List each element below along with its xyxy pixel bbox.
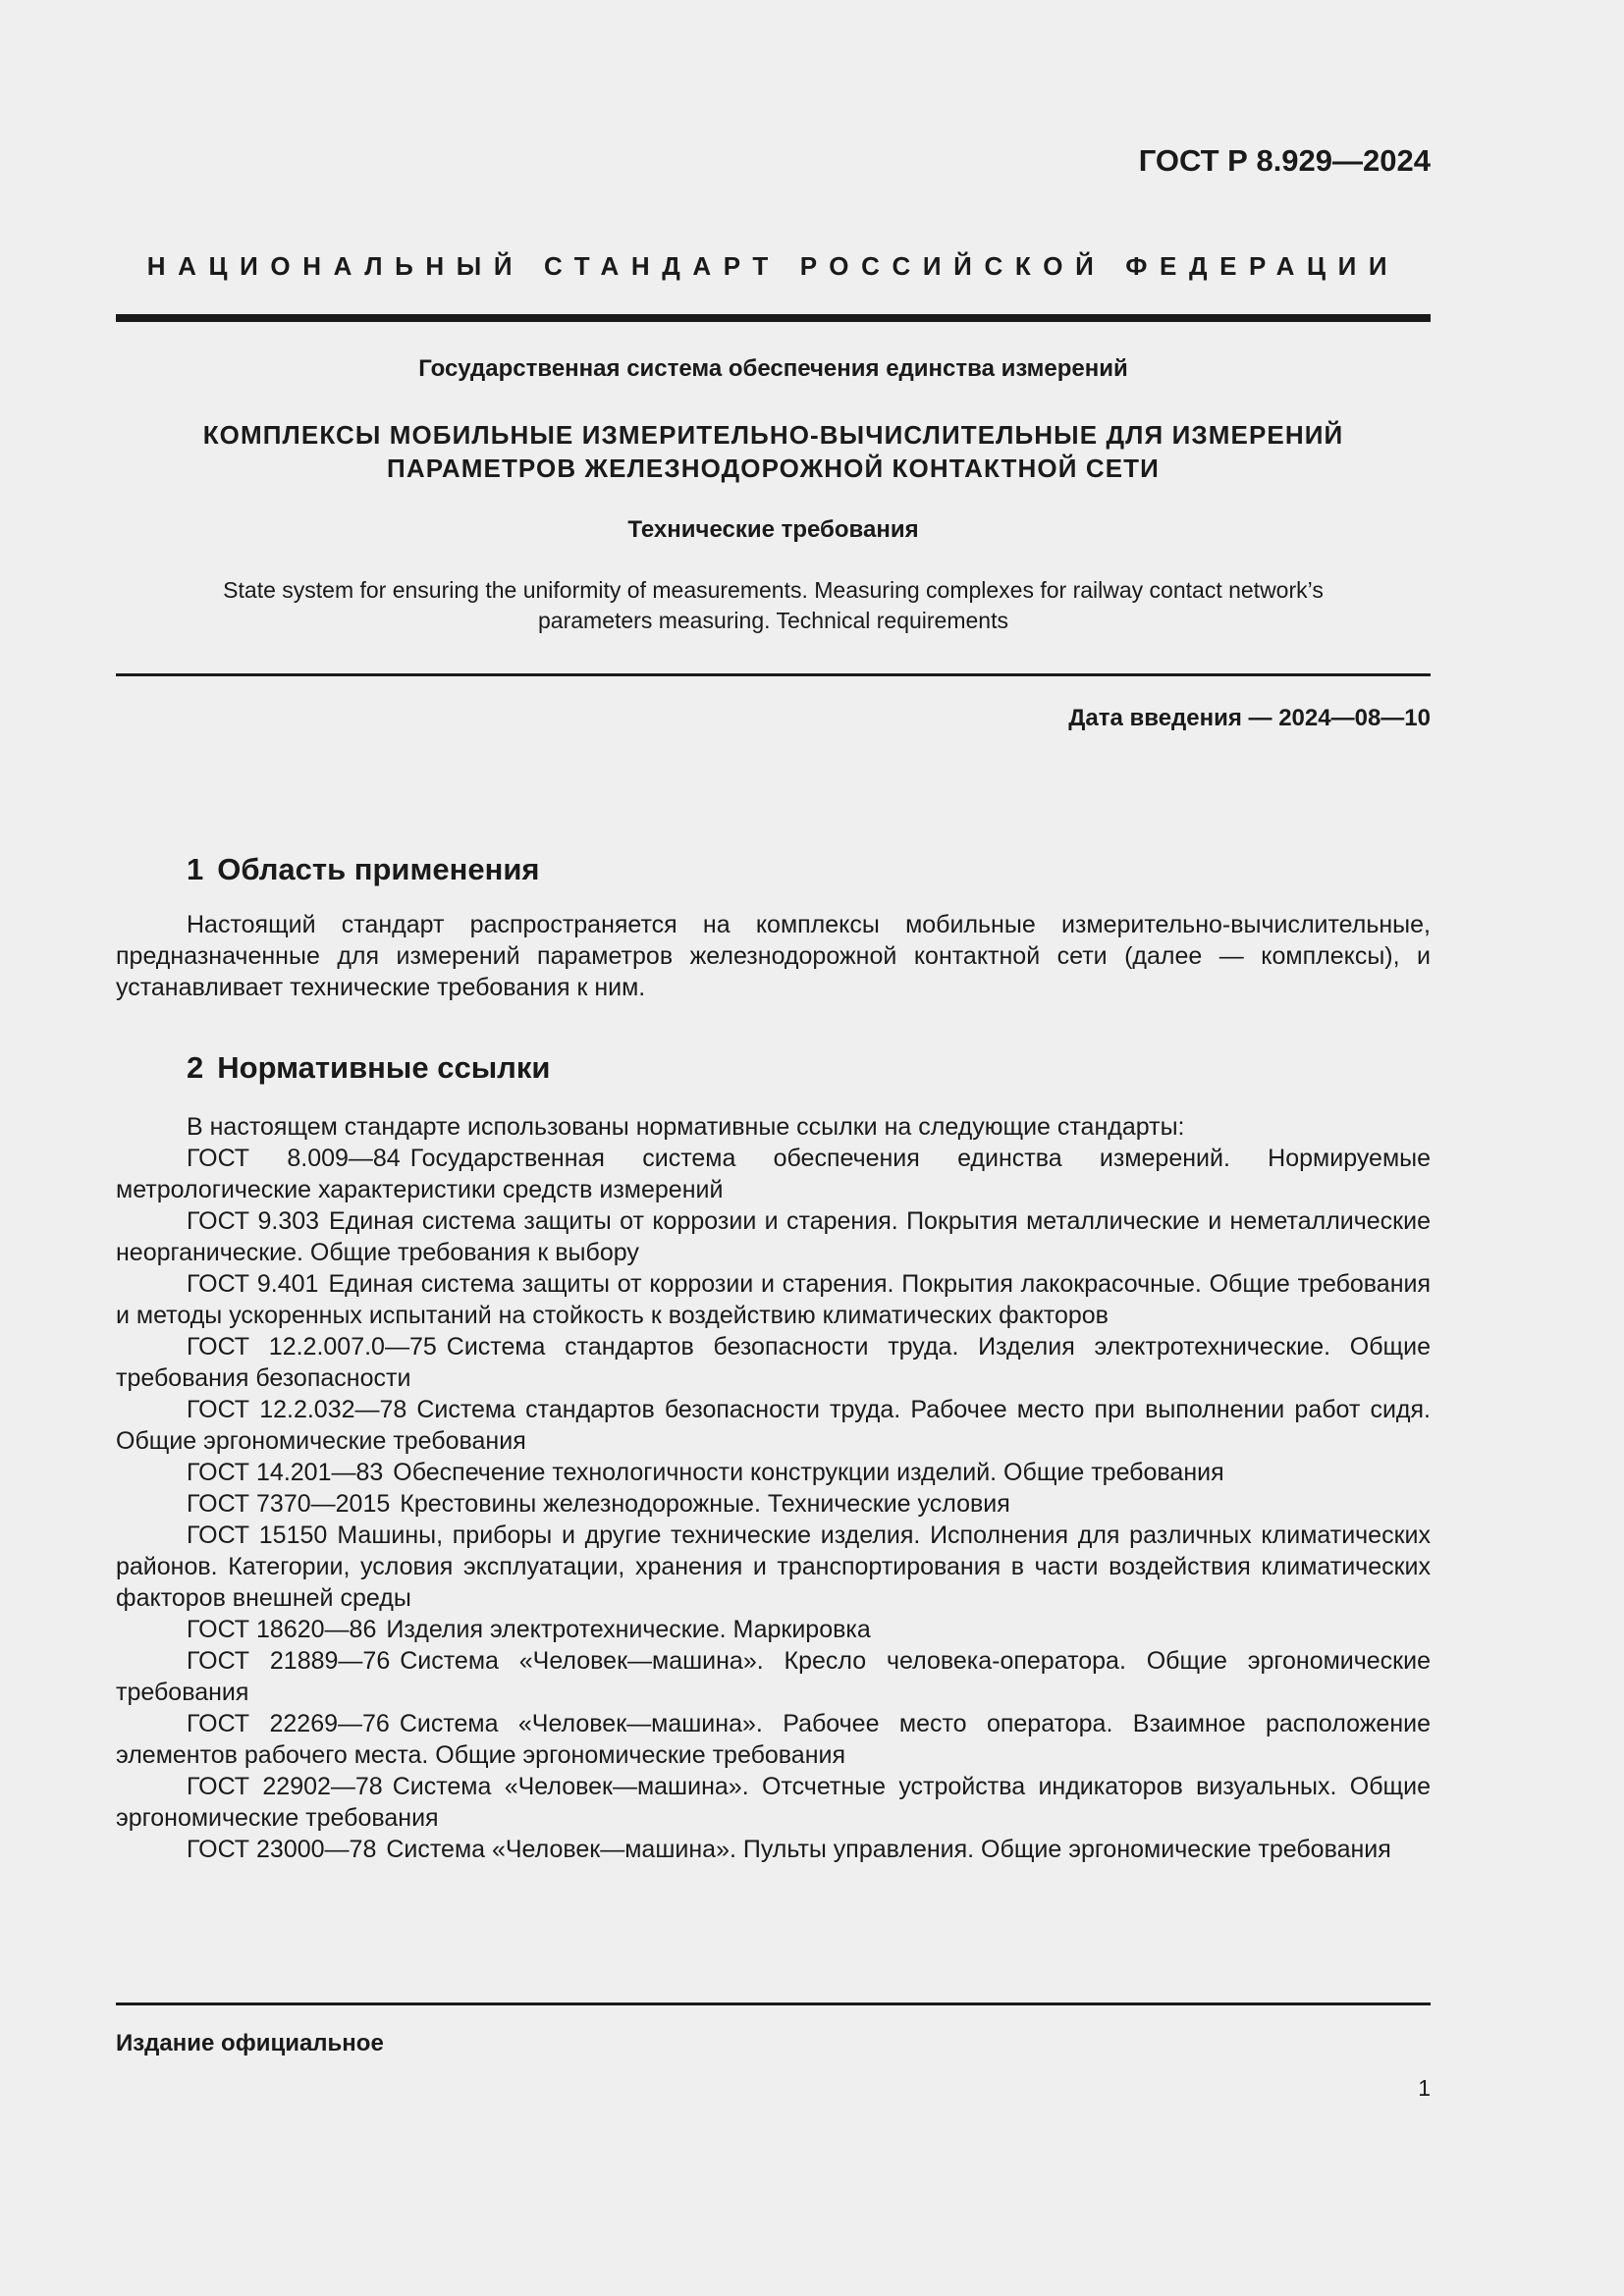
reference-item [116,1394,1431,1457]
reference-code: ГОСТ 9.401 [187,1270,319,1298]
section-number: 2 [187,1050,204,1085]
system-title: Государственная система обеспечения единства измерений [418,355,1128,382]
reference-code: ГОСТ 15150 [187,1522,328,1549]
section-body [116,909,1431,1003]
reference-item [116,1268,1431,1331]
reference-code: ГОСТ 12.2.032—78 [187,1396,407,1423]
reference-code: ГОСТ 22269—76 [187,1710,390,1737]
reference-code: ГОСТ 12.2.007.0—75 [187,1333,437,1361]
section-title: Область применения [217,852,540,886]
standard-banner: НАЦИОНАЛЬНЫЙ СТАНДАРТ РОССИЙСКОЙ ФЕДЕРАЦИИ [146,251,1400,281]
subtitle: Технические требования [627,516,919,543]
main-title-line: КОМПЛЕКСЫ МОБИЛЬНЫЕ ИЗМЕРИТЕЛЬНО-ВЫЧИСЛИТЕЛЬНЫЕ ДЛЯ ИЗМЕРЕНИЙ [202,420,1344,450]
reference-item [116,1614,1431,1645]
reference-text: Система «Человек—машина». Рабочее место оператора. Взаимное расположение элементов рабочего места. Общие эргономические требования [116,1710,1431,1769]
reference-code: ГОСТ 14.201—83 [187,1459,384,1486]
reference-text: Единая система защиты от коррозии и старения. Покрытия лакокрасочные. Общие требования и методы ускоренных испытаний на стойкость к воздействию климатических факторов [116,1270,1431,1329]
edition-label: Издание официальное [116,2030,384,2056]
reference-item [116,1143,1431,1205]
section-heading [187,852,540,887]
title-rule [116,673,1431,676]
reference-text: Государственная система обеспечения единства измерений. Нормируемые метрологические характеристики средств измерений [116,1145,1431,1203]
reference-item [116,1708,1431,1771]
reference-code: ГОСТ 18620—86 [187,1616,377,1643]
reference-text: Машины, приборы и другие технические изделия. Исполнения для различных климатических районов. Категории, условия эксплуатации, хранения и транспортирования в части воздействия климатических факторов внешней среды [116,1522,1431,1612]
references-intro: В настоящем стандарте использованы нормативные ссылки на следующие стандарты: [187,1113,1185,1141]
section-number: 1 [187,852,204,886]
reference-item [116,1520,1431,1614]
reference-text: Система «Человек—машина». Пульты управления. Общие эргономические требования [386,1836,1391,1863]
reference-text: Единая система защиты от коррозии и старения. Покрытия металлические и неметаллические неорганические. Общие требования к выбору [116,1207,1431,1266]
reference-text: Крестовины железнодорожные. Технические условия [400,1490,1010,1518]
reference-code: ГОСТ 23000—78 [187,1836,377,1863]
section-heading [187,1050,550,1086]
reference-code: ГОСТ 22902—78 [187,1773,383,1800]
english-title-line: State system for ensuring the uniformity of measurements. Measuring complexes for railway contact network’s [223,577,1324,603]
section-title: Нормативные ссылки [217,1050,551,1085]
reference-text: Система «Человек—машина». Кресло человека-оператора. Общие эргономические требования [116,1647,1431,1706]
english-title [116,575,1431,636]
reference-list [116,1111,1431,1865]
reference-code: ГОСТ 9.303 [187,1207,320,1235]
reference-item [116,1205,1431,1268]
reference-item [116,1457,1431,1488]
english-title-line: parameters measuring. Technical requirements [538,608,1008,633]
header-rule [116,314,1431,322]
footer-rule [116,2002,1431,2005]
reference-text: Обеспечение технологичности конструкции изделий. Общие требования [393,1459,1224,1486]
reference-code: ГОСТ 21889—76 [187,1647,391,1675]
document-code: ГОСТ Р 8.929—2024 [1138,143,1431,178]
page-number: 1 [1418,2075,1431,2101]
reference-item [116,1488,1431,1520]
reference-code: ГОСТ 8.009—84 [187,1145,401,1172]
reference-text: Система стандартов безопасности труда. Изделия электротехнические. Общие требования безопасности [116,1333,1431,1392]
main-title [116,418,1431,485]
reference-text: Изделия электротехнические. Маркировка [386,1616,871,1643]
reference-item [116,1331,1431,1394]
main-title-line: ПАРАМЕТРОВ ЖЕЛЕЗНОДОРОЖНОЙ КОНТАКТНОЙ СЕТИ [387,454,1160,483]
reference-text: Система стандартов безопасности труда. Рабочее место при выполнении работ сидя. Общие эргономические требования [116,1396,1431,1455]
reference-item [116,1834,1431,1865]
introduction-date: Дата введения — 2024—08—10 [1068,705,1431,731]
reference-text: Система «Человек—машина». Отсчетные устройства индикаторов визуальных. Общие эргономические требования [116,1773,1431,1832]
reference-code: ГОСТ 7370—2015 [187,1490,391,1518]
reference-item [116,1645,1431,1708]
reference-item [116,1771,1431,1834]
paragraph: Настоящий стандарт распространяется на комплексы мобильные измерительно-вычислительные, предназначенные для измерений параметров железнодорожной контактной сети (далее — комплексы), и устанавливает технические требования к ним. [116,911,1431,1001]
